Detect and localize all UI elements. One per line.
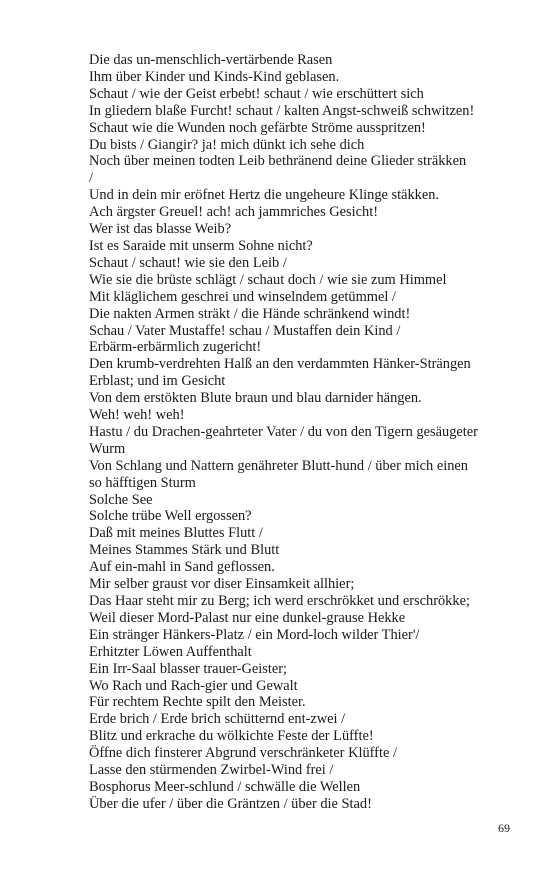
text-line: Lasse den stürmenden Zwirbel-Wind frei / (89, 762, 334, 779)
text-line: Die das un-menschlich-vertärbende Rasen (89, 52, 333, 68)
text-line: Den krumb-verdrehten Halß an den verdammten Hänker-Strängen (89, 356, 471, 373)
text-line: Weil dieser Mord-Palast nur eine dunkel-grause Hekke (89, 609, 406, 626)
text-line: Von Schlang und Nattern genähreter Blutt-hund / über mich einen (89, 457, 468, 474)
text-line: Ein stränger Hänkers-Platz / ein Mord-loch wilder Thier'/ (89, 626, 420, 643)
page-number: 69 (498, 821, 510, 835)
text-line: Solche See (89, 491, 153, 508)
text-line: Noch über meinen todten Leib bethränend deine Glieder sträkken (89, 153, 467, 170)
text-line: Für rechtem Rechte spilt den Meister. (89, 694, 306, 711)
text-line: Weh! weh! weh! (89, 407, 185, 424)
text-line: Schaut wie die Wunden noch gefärbte Ströme ausspritzen! (89, 119, 426, 136)
text-line: Erde brich / Erde brich schütternd ent-zwei / (89, 711, 346, 728)
text-line: Ist es Saraide mit unserm Sohne nicht? (89, 237, 313, 254)
text-line: In gliedern blaße Furcht! schaut / kalten Angst-schweiß schwitzen! (89, 102, 475, 119)
text-line: Ein Irr-Saal blasser trauer-Geister; (89, 660, 288, 677)
text-line: so häfftigen Sturm (89, 474, 196, 491)
text-line: Schau / Vater Mustaffe! schau / Mustaffen dein Kind / (89, 322, 401, 339)
text-line: Erblast; und im Gesicht (89, 373, 226, 390)
text-line: Erbärm-erbärmlich zugericht! (89, 339, 262, 356)
text-line: Wer ist das blasse Weib? (89, 221, 232, 238)
text-line: Mit kläglichem geschrei und winselndem getümmel / (89, 288, 396, 305)
text-line: Von dem erstökten Blute braun und blau darnider hängen. (89, 390, 422, 407)
text-line: Solche trübe Well ergossen? (89, 508, 252, 525)
text-line: Ach ärgster Greuel! ach! ach jammriches Gesicht! (89, 204, 379, 221)
text-line: Erhitzter Löwen Auffenthalt (89, 643, 252, 660)
text-line: Die nakten Armen sträkt / die Hände schränkend windt! (89, 305, 411, 322)
text-line: Wurm (89, 440, 126, 457)
text-line: Schaut / wie der Geist erbebt! schaut / wie erschüttert sich (89, 85, 424, 102)
text-line: Und in dein mir eröfnet Hertz die ungeheure Klinge stäkken. (89, 187, 440, 204)
text-line: Über die ufer / über die Gräntzen / über die Stad! (89, 795, 372, 812)
text-line: Schaut / schaut! wie sie den Leib / (89, 254, 287, 271)
text-line: Mir selber graust vor diser Einsamkeit allhier; (89, 576, 355, 593)
text-line: Blitz und erkrache du wölkichte Feste der Lüffte! (89, 728, 374, 745)
text-line: Daß mit meines Bluttes Flutt / (89, 525, 263, 542)
text-line: / (89, 170, 93, 187)
poem-text (89, 52, 519, 813)
text-line: Wo Rach und Rach-gier und Gewalt (89, 677, 298, 694)
text-line: Bosphorus Meer-schlund / schwälle die Wellen (89, 778, 361, 795)
text-line: Auf ein-mahl in Sand geflossen. (89, 559, 275, 576)
text-line: Du bists / Giangir? ja! mich dünkt ich sehe dich (89, 136, 365, 153)
text-line: Wie sie die brüste schlägt / schaut doch / wie sie zum Himmel (89, 271, 447, 288)
text-line: Ihm über Kinder und Kinds-Kind geblasen. (89, 68, 340, 85)
text-line: Hastu / du Drachen-geahrteter Vater / du von den Tigern gesäugeter (89, 423, 478, 440)
text-line: Öffne dich finsterer Abgrund verschränketer Klüffte / (89, 745, 397, 762)
text-line: Das Haar steht mir zu Berg; ich werd erschrökket und erschrökke; (89, 593, 470, 609)
text-line: Meines Stammes Stärk und Blutt (89, 542, 280, 559)
